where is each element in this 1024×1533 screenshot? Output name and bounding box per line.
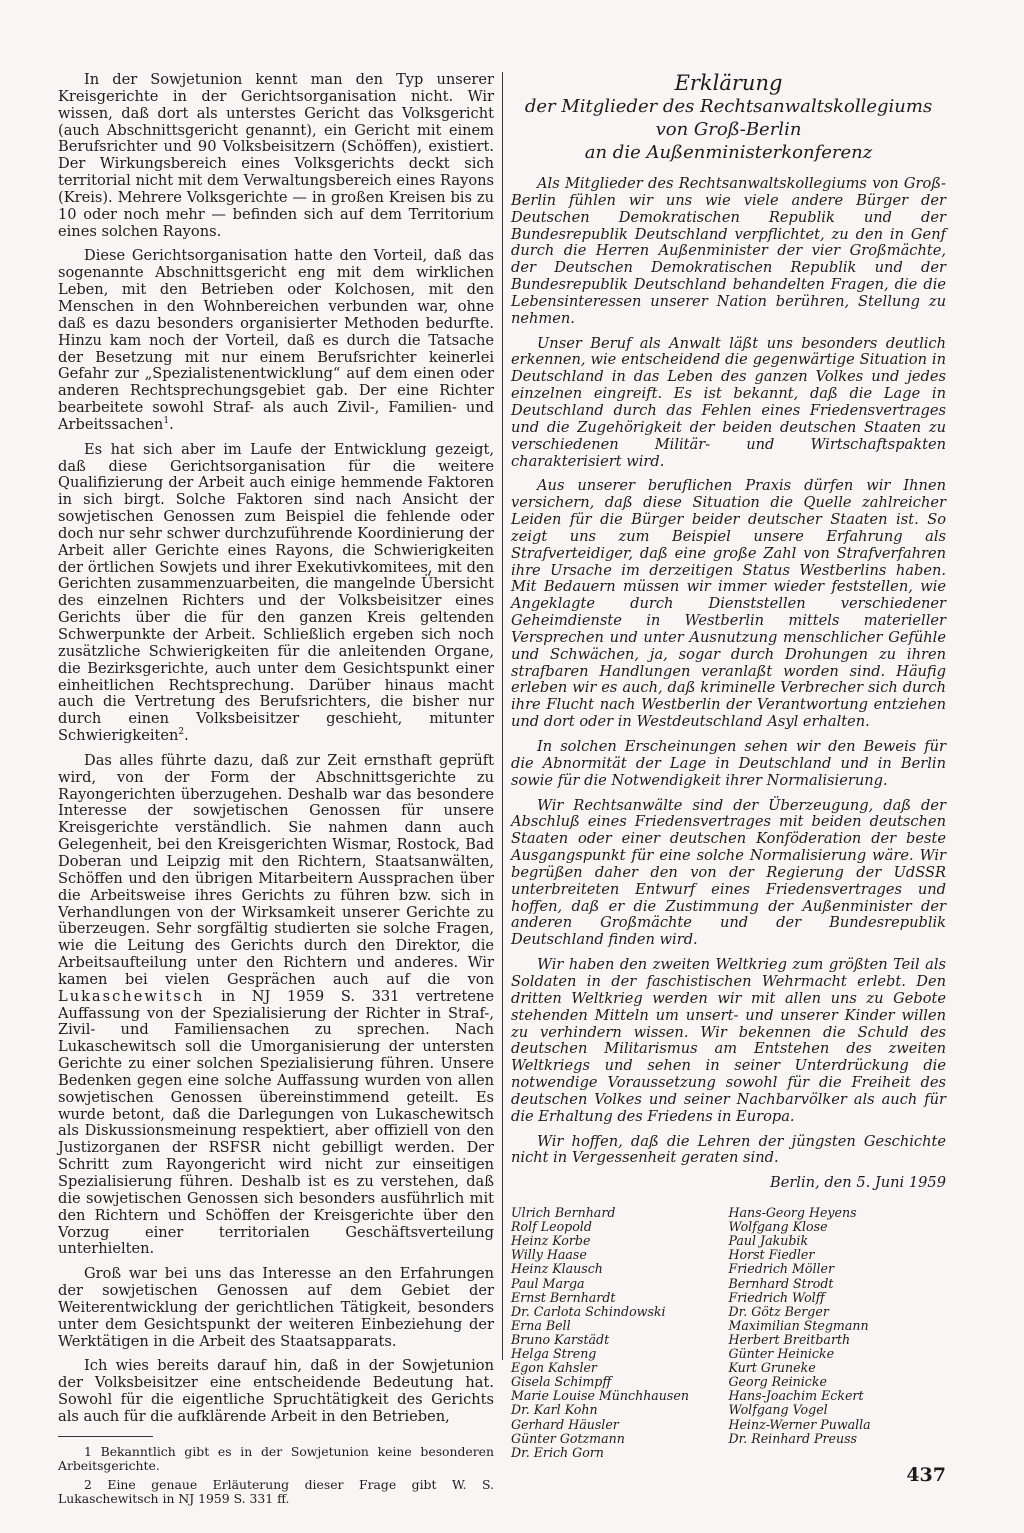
signatory-name: Maximilian Stegmann [728, 1317, 869, 1333]
signatory-name: Marie Louise Münchhausen [511, 1388, 689, 1404]
signatory-name: Wolfgang Klose [728, 1219, 828, 1235]
signatory-name: Bernhard Strodt [728, 1275, 834, 1291]
paragraph: Das alles führte dazu, daß zur Zeit ernsthaft geprüft wird, von der Form der Abschnittsgerichte zu Rayongerichten überzugehen. Deshalb war das besondere Interesse der sowjetischen Genossen für unsere Kreisgerichte verständlich. Sie nahmen dann auch Gelegenheit, bei den Kreisgerichten Wismar, Rostock, Bad Doberan und Leipzig mit den Richtern, Staatsanwälten, Schöffen und den übrigen Mitarbeitern Aussprachen über die Arbeitsweise ihres Gerichts zu führen bzw. sich in Verhandlungen von der Wirksamkeit unserer Gerichte zu überzeugen. Sehr sorgfältig studierten sie solche Fragen, wie die Leitung des Gerichts durch den Direktor, die Arbeitsaufteilung unter den Richtern und anderes. Wir kamen bei vielen Gesprächen auch auf die von Lukaschewitsch in NJ 1959 S. 331 vertretene Auffassung von der Spezialisierung der Richter in Straf-, Zivil- und Familiensachen zu sprechen. Nach Lukaschewitsch soll die Umorganisierung der untersten Gerichte zu einer solchen Spezialisierung führen. Unsere Bedenken gegen eine solche Auffassung wurden von allen sowjetischen Genossen übereinstimmend geteilt. Es wurde betont, daß die Darlegungen von Lukaschewitsch als Diskussionsmeinung respektiert, aber offiziell von den Justizorganen der RSFSR nicht gebilligt werden. Der Schritt zum Rayongericht wird nicht zur einseitigen Spezialisierung führen. Deshalb ist es zu verstehen, daß die sowjetischen Genossen sich besonders ausführlich mit den Richtern und Schöffen der Kreisgerichte über den Vorzug einer territorialen Geschäftsverteilung unterhielten. [58, 751, 494, 1258]
paragraph: Aus unserer beruflichen Praxis dürfen wir Ihnen versichern, daß diese Situation die Quelle zahlreicher Leiden für die Bürger beider deutscher Staaten ist. So zeigt uns zum Beispiel unsere Erfahrung als Strafverteidiger, daß eine große Zahl von Strafverfahren ihre Ursache im derzeitigen Status Westberlins haben. Mit Bedauern müssen wir immer wieder feststellen, wie Angeklagte durch Dienststellen verschiedener Geheimdienste in Westberlin mittels materieller Versprechen und unter Ausnutzung menschlicher Gefühle und Schwächen, ja, sogar durch Drohungen zu ihren strafbaren Handlungen veranlaßt worden sind. Häufig erleben wir es auch, daß kriminelle Verbrecher sich durch ihre Flucht nach Westberlin der Verantwortung entziehen und dort oder in Westdeutschland Asyl erhalten. [511, 477, 946, 731]
signatory-name: Paul Jakubik [728, 1233, 809, 1249]
signatory-name: Dr. Carlota Schindowski [511, 1303, 666, 1319]
paragraph: Unser Beruf als Anwalt läßt uns besonders deutlich erkennen, wie entscheidend die gegenwärtige Situation in Deutschland in das Leben des ganzen Volkes und jedes einzelnen eingreift. Es ist bekannt, daß die Lage in Deutschland durch das Fehlen eines Friedensvertrages und die Zugehörigkeit der beiden deutschen Staaten zu verschiedenen Militär- und Wirtschaftspakten charakterisiert wird. [511, 334, 946, 470]
signatories-right [729, 1206, 947, 1460]
dateline: Berlin, den 5. Juni 1959 [769, 1174, 946, 1192]
signatory-name: Hans-Joachim Eckert [728, 1388, 864, 1404]
page-number: 437 [906, 1464, 946, 1486]
signatory-name: Dr. Reinhard Preuss [728, 1430, 858, 1446]
footnote-ref: 1 [163, 416, 170, 427]
paragraph: In der Sowjetunion kennt man den Typ unserer Kreisgerichte in der Gerichtsorganisation nicht. Wir wissen, daß dort als unterstes Gericht das Volksgericht (auch Abschnittsgericht genannt), ein Gericht mit einem Berufsrichter und 90 Volksbeisitzern (Schöffen), existiert. Der Wirkungsbereich eines Volksgerichts deckt sich territorial nicht mit dem Verwaltungsbereich eines Rayons (Kreis). Mehrere Volksgerichte — in großen Kreisen bis zu 10 oder noch mehr — befinden sich auf dem Territorium eines solchen Rayons. [58, 71, 494, 240]
paragraph: Es hat sich aber im Laufe der Entwicklung gezeigt, daß diese Gerichtsorganisation für die weitere Qualifizierung der Arbeit auch einige hemmende Faktoren in sich birgt. Solche Faktoren sind nach Ansicht der sowjetischen Genossen zum Beispiel die fehlende oder doch nur sehr schwer durchzuführende Koordinierung der Arbeit aller Gerichte eines Rayons, die Schwierigkeiten der örtlichen Sowjets und ihrer Exekutivkomitees, mit den Gerichten zusammenzuarbeiten, die mangelnde Übersicht des einzelnen Richters und der Volksbeisitzer eines Gerichts über die für den ganzen Kreis geltenden Schwerpunkte der Arbeit. Schließlich ergeben sich noch zusätzliche Schwierigkeiten für die anleitenden Organe, die Bezirksgerichte, auch unter dem Gesichtspunkt einer einheitlichen Rechtsprechung. Darüber hinaus macht auch die Vertretung des Berufsrichters, die bisher nur durch einen Volksbeisitzer geschieht, mitunter Schwierigkeiten$^2$. [58, 440, 494, 745]
signatories [511, 1206, 946, 1460]
declaration-body [511, 176, 946, 1167]
signatory-name: Ernst Bernhardt [511, 1289, 616, 1305]
footnote-ref: 2 [178, 727, 185, 738]
heading-line: an die Außenministerkonferenz [584, 142, 873, 163]
signatory-name: Gerhard Häusler [511, 1416, 619, 1432]
heading-line: der Mitglieder des Rechtsanwaltskollegiums [524, 96, 933, 117]
signatory-name: Dr. Erich Gorn [511, 1444, 604, 1460]
paragraph: Ich wies bereits darauf hin, daß in der Sowjetunion der Volksbeisitzer eine entscheidende Bedeutung hat. Sowohl für die eigentliche Spruchtätigkeit des Gerichts als auch für die aufklärende Arbeit in den Betrieben, [58, 1357, 494, 1425]
paragraph: In solchen Erscheinungen sehen wir den Beweis für die Abnormität der Lage in Deutschland und in Berlin sowie für die Notwendigkeit ihrer Normalisierung. [511, 738, 946, 789]
paragraph: Wir hoffen, daß die Lehren der jüngsten Geschichte nicht in Vergessenheit geraten sind. [511, 1132, 946, 1167]
signatory-name: Günter Heinicke [728, 1346, 835, 1362]
right-column [511, 72, 946, 1460]
signatory-name: Willy Haase [511, 1247, 587, 1263]
footnote: 2 Eine genaue Erläuterung dieser Frage gibt W. S. Lukaschewitsch in NJ 1959 S. 331 ff. [58, 1476, 494, 1507]
signatory-name: Ulrich Bernhard [511, 1205, 616, 1221]
signatory-name: Bruno Karstädt [511, 1331, 610, 1347]
signatory-name: Erna Bell [511, 1317, 571, 1333]
signatory-name: Herbert Breitbarth [728, 1331, 851, 1347]
paragraph: Wir haben den zweiten Weltkrieg zum größten Teil als Soldaten in der faschistischen Wehrmacht erlebt. Den dritten Weltkrieg werden wir mit allen uns zu Gebote stehenden Mitteln um unsert- und unserer Kinder willen zu verhindern wissen. Wir bekennen die Schuld des deutschen Militarismus am Entstehen des zweiten Weltkriegs und sehen in seiner Unterdrückung die notwendige Voraussetzung sowohl für die Freiheit des deutschen Volkes und seiner Nachbarvölker als auch für die Erhaltung des Friedens in Europa. [511, 956, 946, 1125]
signatory-name: Günter Gotzmann [511, 1430, 625, 1446]
column-rule [502, 72, 503, 1360]
footnotes [58, 1445, 494, 1507]
signatory-name: Egon Kahsler [511, 1360, 597, 1376]
signatory-name: Georg Reinicke [728, 1374, 827, 1390]
left-column [58, 72, 494, 1510]
heading-line: Erklärung [674, 71, 783, 95]
signatory-name: Heinz Klausch [511, 1261, 603, 1277]
signatory-name: Rolf Leopold [511, 1219, 592, 1235]
footnote: 1 Bekanntlich gibt es in der Sowjetunion keine besonderen Arbeitsgerichte. [58, 1443, 494, 1474]
paragraph: Groß war bei uns das Interesse an den Erfahrungen der sowjetischen Genossen auf dem Gebiet der Weiterentwicklung der gerichtlichen Tätigkeit, besonders unter dem Gesichtspunkt der weiteren Einbeziehung der Werktätigen in die Arbeit des Staatsapparats. [58, 1265, 494, 1350]
signatory-name: Friedrich Möller [728, 1261, 835, 1277]
author-name: Lukaschewitsch [58, 987, 205, 1005]
signatory-name: Paul Marga [511, 1275, 585, 1291]
paragraph: Diese Gerichtsorganisation hatte den Vorteil, daß das sogenannte Abschnittsgericht eng mit dem wirklichen Leben, mit den Betrieben oder Kolchosen, mit den Menschen in den Wohnbereichen verbunden war, ohne daß es dazu besonders organisierter Methoden bedurfte. Hinzu kam noch der Vorteil, daß es durch die Tatsache der Besetzung mit nur einem Berufsrichter keinerlei Gefahr zur „Spezialistenentwicklung“ auf dem einen oder anderen Rechtsprechungsgebiet gab. Der eine Richter bearbeitete sowohl Straf- als auch Zivil-, Familien- und Arbeitssachen$^1$. [58, 247, 494, 433]
signatory-name: Friedrich Wolff [728, 1289, 825, 1305]
paragraph: Als Mitglieder des Rechtsanwaltskollegiums von Groß-Berlin fühlen wir uns wie viele andere Bürger der Deutschen Demokratischen Republik und der Bundesrepublik Deutschland verpflichtet, zu den in Genf durch die Herren Außenminister der vier Großmächte, der Deutschen Demokratischen Republik und der Bundesrepublik Deutschland behandelten Fragen, die die Lebensinteressen unserer Nation berühren, Stellung zu nehmen. [511, 175, 946, 327]
footnote-rule [58, 1436, 153, 1437]
signatory-name: Horst Fiedler [728, 1247, 815, 1263]
heading-line: von Groß-Berlin [655, 119, 802, 140]
signatory-name: Wolfgang Vogel [728, 1402, 828, 1418]
signatory-name: Helga Streng [511, 1346, 597, 1362]
signatory-name: Gisela Schimpff [511, 1374, 612, 1390]
signatory-name: Heinz-Werner Puwalla [728, 1416, 871, 1432]
signatory-name: Heinz Korbe [511, 1233, 591, 1249]
signatory-name: Kurt Gruneke [728, 1360, 816, 1376]
paragraph: Wir Rechtsanwälte sind der Überzeugung, daß der Abschluß eines Friedensvertrages mit beiden deutschen Staaten oder einer deutschen Konföderation der beste Ausgangspunkt für eine solche Normalisierung wäre. Wir begrüßen daher den von der Regierung der UdSSR unterbreiteten Entwurf eines Friedensvertrages und hoffen, daß er die Zustimmung der Außenminister der anderen Großmächte und der Bundesrepublik Deutschland finden wird. [511, 796, 946, 949]
signatory-name: Dr. Götz Berger [728, 1303, 829, 1319]
signatory-name: Hans-Georg Heyens [728, 1205, 857, 1221]
signatories-left [511, 1206, 729, 1460]
signatory-name: Dr. Karl Kohn [511, 1402, 598, 1418]
article-heading [511, 72, 946, 164]
